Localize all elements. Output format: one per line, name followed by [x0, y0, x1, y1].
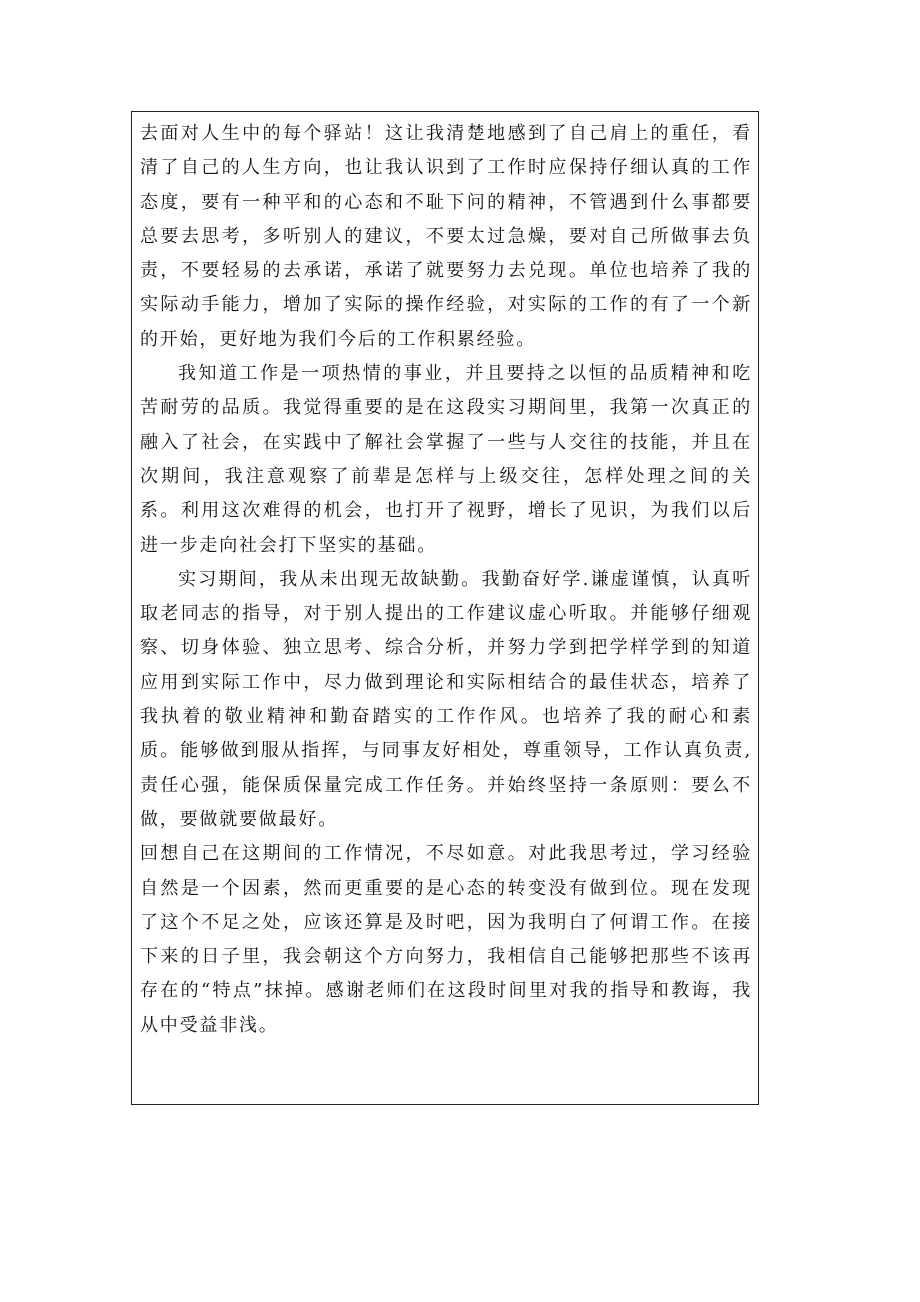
document-frame: [131, 111, 759, 1105]
paragraph-3: 实习期间，我从未出现无故缺勤。我勤奋好学.谦虚谨慎，认真听取老同志的指导，对于别人提出的工作建议虚心听取。并能够仔细观察、切身体验、独立思考、综合分析，并努力学到把学样学到的知道应用到实际工作中，尽力做到理论和实际相结合的最佳状态，培养了我执着的敬业精神和勤奋踏实的工作作风。也培养了我的耐心和素质。能够做到服从指挥，与同事友好相处，尊重领导，工作认真负责,责任心强，能保质保量完成工作任务。并始终坚持一条原则：要么不做，要做就要做最好。: [140, 568, 752, 830]
paragraph-2: 我知道工作是一项热情的事业，并且要持之以恒的品质精神和吃苦耐劳的品质。我觉得重要的是在这段实习期间里，我第一次真正的融入了社会，在实践中了解社会掌握了一些与人交往的技能，并且在次期间，我注意观察了前辈是怎样与上级交往，怎样处理之间的关系。利用这次难得的机会，也打开了视野，增长了见识，为我们以后进一步走向社会打下坚实的基础。: [140, 363, 752, 556]
document-body: [140, 117, 752, 1043]
paragraph-1: 去面对人生中的每个驿站！这让我清楚地感到了自己肩上的重任，看清了自己的人生方向，也让我认识到了工作时应保持仔细认真的工作态度，要有一种平和的心态和不耻下问的精神，不管遇到什么事都要总要去思考，多听别人的建议，不要太过急燥，要对自己所做事去负责，不要轻易的去承诺，承诺了就要努力去兑现。单位也培养了我的实际动手能力，增加了实际的操作经验，对实际的工作的有了一个新的开始，更好地为我们今后的工作积累经验。: [140, 123, 752, 350]
paragraph-4: 回想自己在这期间的工作情况，不尽如意。对此我思考过，学习经验自然是一个因素，然而更重要的是心态的转变没有做到位。现在发现了这个不足之处，应该还算是及时吧，因为我明白了何谓工作。在接下来的日子里，我会朝这个方向努力，我相信自己能够把那些不该再存在的“特点”抹掉。感谢老师们在这段时间里对我的指导和教诲，我从中受益非浅。: [140, 843, 752, 1036]
